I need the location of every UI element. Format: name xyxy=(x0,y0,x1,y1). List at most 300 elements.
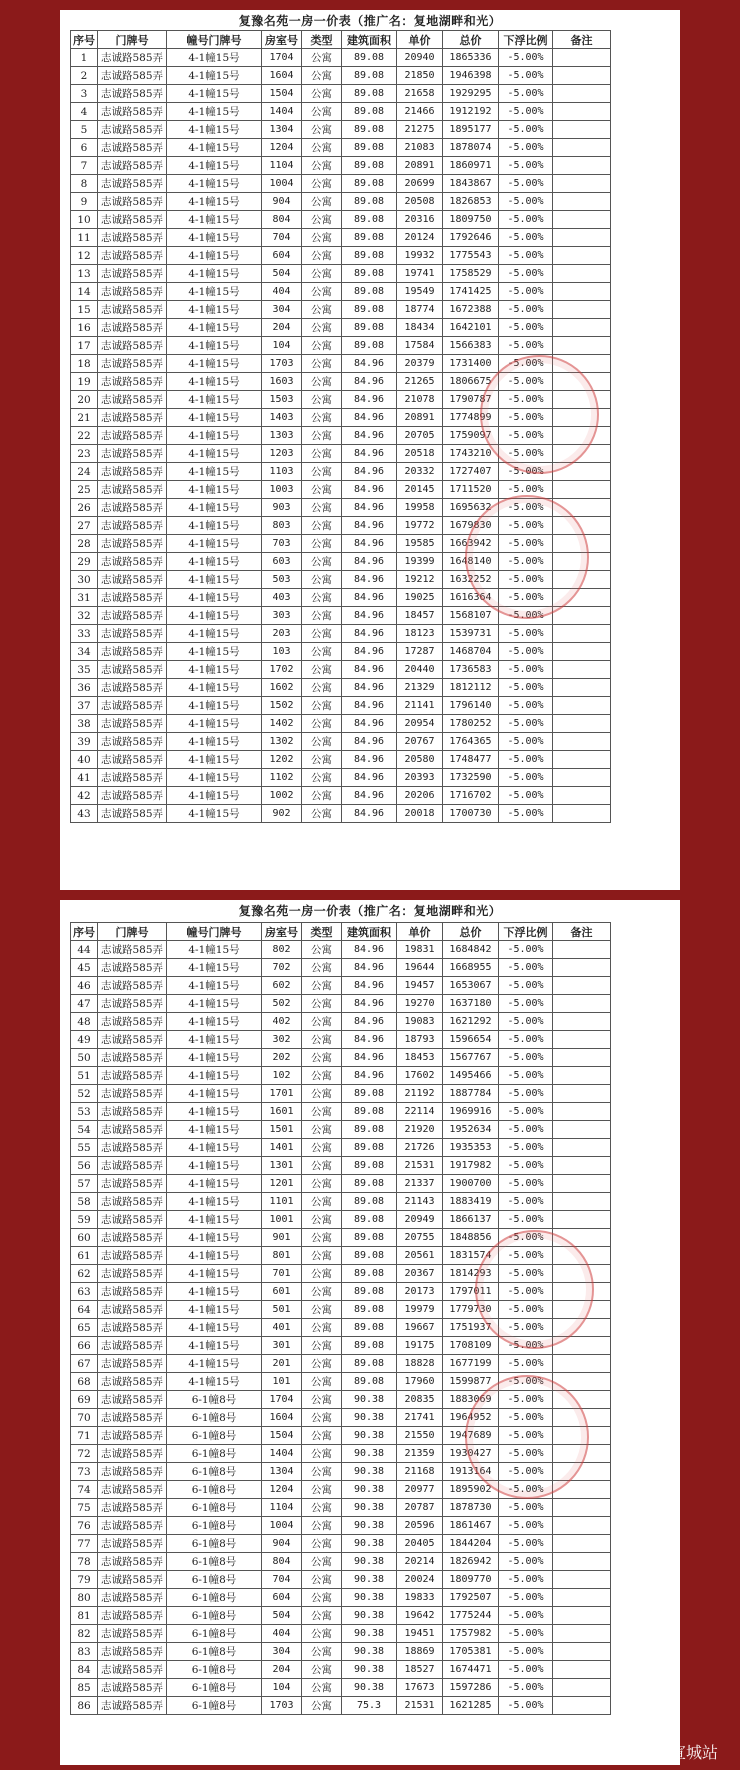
cell-unit-price: 19772 xyxy=(397,517,443,535)
cell-total-price: 1912192 xyxy=(443,103,499,121)
cell-unit-price: 21850 xyxy=(397,67,443,85)
cell-discount: -5.00% xyxy=(499,319,553,337)
cell-area: 84.96 xyxy=(342,571,397,589)
cell-area: 90.38 xyxy=(342,1535,397,1553)
table-row xyxy=(71,1157,611,1175)
cell-building: 4-1幢15号 xyxy=(167,247,262,265)
cell-index: 35 xyxy=(71,661,98,679)
cell-room: 1104 xyxy=(262,157,302,175)
cell-remarks xyxy=(553,1337,611,1355)
cell-discount: -5.00% xyxy=(499,1013,553,1031)
cell-building: 4-1幢15号 xyxy=(167,301,262,319)
cell-area: 89.08 xyxy=(342,157,397,175)
cell-room: 1201 xyxy=(262,1175,302,1193)
cell-building: 4-1幢15号 xyxy=(167,1103,262,1121)
cell-room: 701 xyxy=(262,1265,302,1283)
table-row xyxy=(71,1193,611,1211)
cell-area: 90.38 xyxy=(342,1517,397,1535)
cell-total-price: 1900700 xyxy=(443,1175,499,1193)
table-row xyxy=(71,1067,611,1085)
cell-index: 58 xyxy=(71,1193,98,1211)
cell-address: 志诚路585弄 xyxy=(98,679,167,697)
cell-unit-price: 19025 xyxy=(397,589,443,607)
cell-area: 84.96 xyxy=(342,499,397,517)
cell-address: 志诚路585弄 xyxy=(98,959,167,977)
cell-index: 77 xyxy=(71,1535,98,1553)
cell-unit-price: 19644 xyxy=(397,959,443,977)
cell-building: 6-1幢8号 xyxy=(167,1571,262,1589)
cell-type: 公寓 xyxy=(302,1427,342,1445)
cell-building: 4-1幢15号 xyxy=(167,463,262,481)
cell-building: 4-1幢15号 xyxy=(167,535,262,553)
cell-building: 4-1幢15号 xyxy=(167,697,262,715)
cell-discount: -5.00% xyxy=(499,463,553,481)
cell-total-price: 1775244 xyxy=(443,1607,499,1625)
cell-room: 1204 xyxy=(262,139,302,157)
cell-type: 公寓 xyxy=(302,481,342,499)
cell-discount: -5.00% xyxy=(499,1589,553,1607)
cell-total-price: 1642101 xyxy=(443,319,499,337)
cell-index: 80 xyxy=(71,1589,98,1607)
cell-building: 4-1幢15号 xyxy=(167,1067,262,1085)
cell-type: 公寓 xyxy=(302,1157,342,1175)
cell-unit-price: 18123 xyxy=(397,625,443,643)
cell-area: 89.08 xyxy=(342,49,397,67)
table-row xyxy=(71,1229,611,1247)
cell-total-price: 1812112 xyxy=(443,679,499,697)
cell-type: 公寓 xyxy=(302,1121,342,1139)
cell-area: 90.38 xyxy=(342,1499,397,1517)
cell-index: 1 xyxy=(71,49,98,67)
cell-remarks xyxy=(553,445,611,463)
col-header-discount: 下浮比例 xyxy=(499,923,553,941)
price-table xyxy=(70,922,611,1715)
cell-remarks xyxy=(553,805,611,823)
cell-index: 54 xyxy=(71,1121,98,1139)
cell-address: 志诚路585弄 xyxy=(98,481,167,499)
cell-unit-price: 20124 xyxy=(397,229,443,247)
cell-area: 84.96 xyxy=(342,355,397,373)
cell-type: 公寓 xyxy=(302,301,342,319)
cell-index: 65 xyxy=(71,1319,98,1337)
cell-unit-price: 20214 xyxy=(397,1553,443,1571)
cell-type: 公寓 xyxy=(302,733,342,751)
cell-address: 志诚路585弄 xyxy=(98,1481,167,1499)
cell-area: 84.96 xyxy=(342,1031,397,1049)
cell-discount: -5.00% xyxy=(499,229,553,247)
cell-room: 604 xyxy=(262,1589,302,1607)
cell-unit-price: 19083 xyxy=(397,1013,443,1031)
cell-total-price: 1597286 xyxy=(443,1679,499,1697)
cell-remarks xyxy=(553,1319,611,1337)
cell-type: 公寓 xyxy=(302,1499,342,1517)
cell-type: 公寓 xyxy=(302,157,342,175)
cell-unit-price: 20379 xyxy=(397,355,443,373)
cell-index: 29 xyxy=(71,553,98,571)
cell-discount: -5.00% xyxy=(499,571,553,589)
cell-index: 56 xyxy=(71,1157,98,1175)
cell-type: 公寓 xyxy=(302,1283,342,1301)
cell-building: 6-1幢8号 xyxy=(167,1625,262,1643)
cell-index: 31 xyxy=(71,589,98,607)
cell-index: 23 xyxy=(71,445,98,463)
cell-remarks xyxy=(553,1031,611,1049)
cell-room: 1302 xyxy=(262,733,302,751)
cell-address: 志诚路585弄 xyxy=(98,1139,167,1157)
cell-index: 55 xyxy=(71,1139,98,1157)
table-row xyxy=(71,157,611,175)
cell-type: 公寓 xyxy=(302,1445,342,1463)
cell-total-price: 1913164 xyxy=(443,1463,499,1481)
cell-index: 30 xyxy=(71,571,98,589)
cell-area: 84.96 xyxy=(342,679,397,697)
table-row xyxy=(71,1319,611,1337)
table-row xyxy=(71,337,611,355)
table-row xyxy=(71,355,611,373)
table-row xyxy=(71,1409,611,1427)
cell-discount: -5.00% xyxy=(499,589,553,607)
table-row xyxy=(71,995,611,1013)
cell-type: 公寓 xyxy=(302,1247,342,1265)
cell-building: 4-1幢15号 xyxy=(167,445,262,463)
table-row xyxy=(71,1175,611,1193)
table-row xyxy=(71,139,611,157)
cell-address: 志诚路585弄 xyxy=(98,977,167,995)
cell-unit-price: 18869 xyxy=(397,1643,443,1661)
cell-type: 公寓 xyxy=(302,1373,342,1391)
cell-area: 89.08 xyxy=(342,301,397,319)
cell-type: 公寓 xyxy=(302,571,342,589)
cell-address: 志诚路585弄 xyxy=(98,193,167,211)
col-header-room: 房室号 xyxy=(262,923,302,941)
cell-total-price: 1895177 xyxy=(443,121,499,139)
cell-address: 志诚路585弄 xyxy=(98,1607,167,1625)
table-row xyxy=(71,175,611,193)
cell-unit-price: 20767 xyxy=(397,733,443,751)
cell-index: 7 xyxy=(71,157,98,175)
cell-discount: -5.00% xyxy=(499,1463,553,1481)
cell-address: 志诚路585弄 xyxy=(98,1067,167,1085)
cell-area: 89.08 xyxy=(342,1265,397,1283)
cell-discount: -5.00% xyxy=(499,1373,553,1391)
cell-address: 志诚路585弄 xyxy=(98,1589,167,1607)
cell-total-price: 1792646 xyxy=(443,229,499,247)
cell-index: 66 xyxy=(71,1337,98,1355)
cell-unit-price: 21143 xyxy=(397,1193,443,1211)
cell-type: 公寓 xyxy=(302,1229,342,1247)
cell-index: 73 xyxy=(71,1463,98,1481)
cell-address: 志诚路585弄 xyxy=(98,301,167,319)
cell-room: 904 xyxy=(262,193,302,211)
cell-room: 1701 xyxy=(262,1085,302,1103)
cell-total-price: 1672388 xyxy=(443,301,499,319)
cell-unit-price: 20405 xyxy=(397,1535,443,1553)
cell-room: 1604 xyxy=(262,67,302,85)
cell-discount: -5.00% xyxy=(499,445,553,463)
cell-remarks xyxy=(553,535,611,553)
cell-building: 6-1幢8号 xyxy=(167,1661,262,1679)
cell-area: 90.38 xyxy=(342,1571,397,1589)
cell-room: 804 xyxy=(262,211,302,229)
cell-unit-price: 18828 xyxy=(397,1355,443,1373)
table-row xyxy=(71,1301,611,1319)
cell-remarks xyxy=(553,229,611,247)
cell-discount: -5.00% xyxy=(499,1157,553,1175)
cell-building: 4-1幢15号 xyxy=(167,121,262,139)
cell-building: 4-1幢15号 xyxy=(167,355,262,373)
cell-type: 公寓 xyxy=(302,391,342,409)
cell-area: 90.38 xyxy=(342,1463,397,1481)
cell-address: 志诚路585弄 xyxy=(98,1697,167,1715)
cell-total-price: 1929295 xyxy=(443,85,499,103)
cell-index: 41 xyxy=(71,769,98,787)
cell-address: 志诚路585弄 xyxy=(98,1571,167,1589)
table-row xyxy=(71,1463,611,1481)
cell-address: 志诚路585弄 xyxy=(98,211,167,229)
table-row xyxy=(71,229,611,247)
cell-unit-price: 20561 xyxy=(397,1247,443,1265)
cell-building: 4-1幢15号 xyxy=(167,265,262,283)
cell-building: 6-1幢8号 xyxy=(167,1679,262,1697)
cell-area: 89.08 xyxy=(342,283,397,301)
cell-type: 公寓 xyxy=(302,769,342,787)
cell-address: 志诚路585弄 xyxy=(98,1265,167,1283)
table-row xyxy=(71,805,611,823)
cell-building: 4-1幢15号 xyxy=(167,643,262,661)
cell-unit-price: 18434 xyxy=(397,319,443,337)
cell-room: 401 xyxy=(262,1319,302,1337)
cell-area: 84.96 xyxy=(342,409,397,427)
cell-index: 48 xyxy=(71,1013,98,1031)
cell-room: 1202 xyxy=(262,751,302,769)
cell-address: 志诚路585弄 xyxy=(98,1103,167,1121)
cell-remarks xyxy=(553,715,611,733)
col-header-index: 序号 xyxy=(71,923,98,941)
cell-index: 82 xyxy=(71,1625,98,1643)
cell-remarks xyxy=(553,697,611,715)
cell-type: 公寓 xyxy=(302,553,342,571)
cell-remarks xyxy=(553,1229,611,1247)
cell-building: 4-1幢15号 xyxy=(167,1247,262,1265)
cell-room: 1402 xyxy=(262,715,302,733)
cell-index: 11 xyxy=(71,229,98,247)
cell-room: 104 xyxy=(262,337,302,355)
cell-index: 15 xyxy=(71,301,98,319)
cell-building: 4-1幢15号 xyxy=(167,373,262,391)
cell-room: 601 xyxy=(262,1283,302,1301)
cell-total-price: 1708109 xyxy=(443,1337,499,1355)
cell-type: 公寓 xyxy=(302,1409,342,1427)
cell-total-price: 1621292 xyxy=(443,1013,499,1031)
cell-unit-price: 19667 xyxy=(397,1319,443,1337)
cell-unit-price: 19741 xyxy=(397,265,443,283)
cell-area: 90.38 xyxy=(342,1589,397,1607)
cell-building: 4-1幢15号 xyxy=(167,103,262,121)
cell-building: 4-1幢15号 xyxy=(167,67,262,85)
cell-remarks xyxy=(553,1535,611,1553)
table-row xyxy=(71,1085,611,1103)
cell-total-price: 1653067 xyxy=(443,977,499,995)
cell-total-price: 1866137 xyxy=(443,1211,499,1229)
cell-total-price: 1732590 xyxy=(443,769,499,787)
cell-address: 志诚路585弄 xyxy=(98,1661,167,1679)
table-row xyxy=(71,211,611,229)
cell-index: 50 xyxy=(71,1049,98,1067)
cell-address: 志诚路585弄 xyxy=(98,499,167,517)
cell-remarks xyxy=(553,319,611,337)
cell-remarks xyxy=(553,103,611,121)
cell-total-price: 1599877 xyxy=(443,1373,499,1391)
cell-unit-price: 21550 xyxy=(397,1427,443,1445)
cell-discount: -5.00% xyxy=(499,265,553,283)
cell-remarks xyxy=(553,1211,611,1229)
cell-unit-price: 19979 xyxy=(397,1301,443,1319)
cell-remarks xyxy=(553,769,611,787)
cell-unit-price: 20835 xyxy=(397,1391,443,1409)
cell-index: 74 xyxy=(71,1481,98,1499)
cell-room: 1503 xyxy=(262,391,302,409)
cell-unit-price: 19642 xyxy=(397,1607,443,1625)
cell-building: 4-1幢15号 xyxy=(167,1139,262,1157)
cell-room: 1003 xyxy=(262,481,302,499)
cell-discount: -5.00% xyxy=(499,67,553,85)
cell-room: 1501 xyxy=(262,1121,302,1139)
cell-index: 53 xyxy=(71,1103,98,1121)
cell-unit-price: 19833 xyxy=(397,1589,443,1607)
cell-remarks xyxy=(553,247,611,265)
cell-total-price: 1774899 xyxy=(443,409,499,427)
cell-index: 68 xyxy=(71,1373,98,1391)
cell-room: 1602 xyxy=(262,679,302,697)
table-row xyxy=(71,1481,611,1499)
cell-building: 4-1幢15号 xyxy=(167,193,262,211)
cell-building: 4-1幢15号 xyxy=(167,391,262,409)
cell-index: 70 xyxy=(71,1409,98,1427)
cell-building: 4-1幢15号 xyxy=(167,787,262,805)
table-row xyxy=(71,733,611,751)
col-header-unit-price: 单价 xyxy=(397,31,443,49)
cell-room: 903 xyxy=(262,499,302,517)
cell-remarks xyxy=(553,625,611,643)
cell-discount: -5.00% xyxy=(499,1427,553,1445)
cell-address: 志诚路585弄 xyxy=(98,1355,167,1373)
cell-discount: -5.00% xyxy=(499,175,553,193)
cell-remarks xyxy=(553,121,611,139)
cell-area: 84.96 xyxy=(342,1049,397,1067)
cell-index: 28 xyxy=(71,535,98,553)
cell-remarks xyxy=(553,481,611,499)
cell-discount: -5.00% xyxy=(499,805,553,823)
cell-unit-price: 21265 xyxy=(397,373,443,391)
cell-index: 57 xyxy=(71,1175,98,1193)
cell-area: 84.96 xyxy=(342,977,397,995)
cell-discount: -5.00% xyxy=(499,1265,553,1283)
cell-discount: -5.00% xyxy=(499,409,553,427)
cell-area: 84.96 xyxy=(342,463,397,481)
cell-unit-price: 18527 xyxy=(397,1661,443,1679)
cell-type: 公寓 xyxy=(302,661,342,679)
cell-unit-price: 20891 xyxy=(397,157,443,175)
cell-unit-price: 20332 xyxy=(397,463,443,481)
cell-remarks xyxy=(553,1499,611,1517)
cell-total-price: 1848856 xyxy=(443,1229,499,1247)
cell-remarks xyxy=(553,355,611,373)
table-row xyxy=(71,283,611,301)
col-header-type: 类型 xyxy=(302,31,342,49)
cell-discount: -5.00% xyxy=(499,553,553,571)
cell-area: 89.08 xyxy=(342,175,397,193)
cell-area: 84.96 xyxy=(342,373,397,391)
cell-unit-price: 19175 xyxy=(397,1337,443,1355)
header-row xyxy=(71,923,611,941)
cell-area: 84.96 xyxy=(342,391,397,409)
cell-room: 304 xyxy=(262,1643,302,1661)
table-row xyxy=(71,67,611,85)
cell-total-price: 1684842 xyxy=(443,941,499,959)
cell-room: 202 xyxy=(262,1049,302,1067)
cell-index: 63 xyxy=(71,1283,98,1301)
cell-total-price: 1700730 xyxy=(443,805,499,823)
cell-index: 76 xyxy=(71,1517,98,1535)
cell-unit-price: 21741 xyxy=(397,1409,443,1427)
table-row xyxy=(71,517,611,535)
cell-room: 1004 xyxy=(262,1517,302,1535)
cell-area: 84.96 xyxy=(342,959,397,977)
cell-remarks xyxy=(553,1697,611,1715)
cell-discount: -5.00% xyxy=(499,247,553,265)
table-row xyxy=(71,1589,611,1607)
cell-total-price: 1674471 xyxy=(443,1661,499,1679)
cell-building: 6-1幢8号 xyxy=(167,1643,262,1661)
cell-area: 84.96 xyxy=(342,941,397,959)
cell-type: 公寓 xyxy=(302,193,342,211)
cell-area: 84.96 xyxy=(342,535,397,553)
cell-discount: -5.00% xyxy=(499,1571,553,1589)
cell-total-price: 1797011 xyxy=(443,1283,499,1301)
cell-remarks xyxy=(553,1679,611,1697)
cell-address: 志诚路585弄 xyxy=(98,1193,167,1211)
cell-discount: -5.00% xyxy=(499,391,553,409)
cell-type: 公寓 xyxy=(302,337,342,355)
cell-area: 89.08 xyxy=(342,1319,397,1337)
cell-area: 89.08 xyxy=(342,121,397,139)
cell-type: 公寓 xyxy=(302,409,342,427)
col-header-address: 门牌号 xyxy=(98,31,167,49)
cell-unit-price: 19399 xyxy=(397,553,443,571)
cell-remarks xyxy=(553,679,611,697)
cell-unit-price: 21337 xyxy=(397,1175,443,1193)
cell-area: 90.38 xyxy=(342,1427,397,1445)
cell-building: 4-1幢15号 xyxy=(167,1373,262,1391)
cell-index: 72 xyxy=(71,1445,98,1463)
cell-total-price: 1779730 xyxy=(443,1301,499,1319)
cell-area: 84.96 xyxy=(342,995,397,1013)
table-row xyxy=(71,1103,611,1121)
cell-index: 33 xyxy=(71,625,98,643)
cell-unit-price: 20145 xyxy=(397,481,443,499)
cell-room: 803 xyxy=(262,517,302,535)
cell-discount: -5.00% xyxy=(499,787,553,805)
cell-index: 21 xyxy=(71,409,98,427)
cell-index: 17 xyxy=(71,337,98,355)
cell-discount: -5.00% xyxy=(499,1355,553,1373)
cell-room: 801 xyxy=(262,1247,302,1265)
cell-area: 84.96 xyxy=(342,769,397,787)
cell-index: 16 xyxy=(71,319,98,337)
cell-address: 志诚路585弄 xyxy=(98,1229,167,1247)
cell-building: 4-1幢15号 xyxy=(167,211,262,229)
cell-total-price: 1860971 xyxy=(443,157,499,175)
